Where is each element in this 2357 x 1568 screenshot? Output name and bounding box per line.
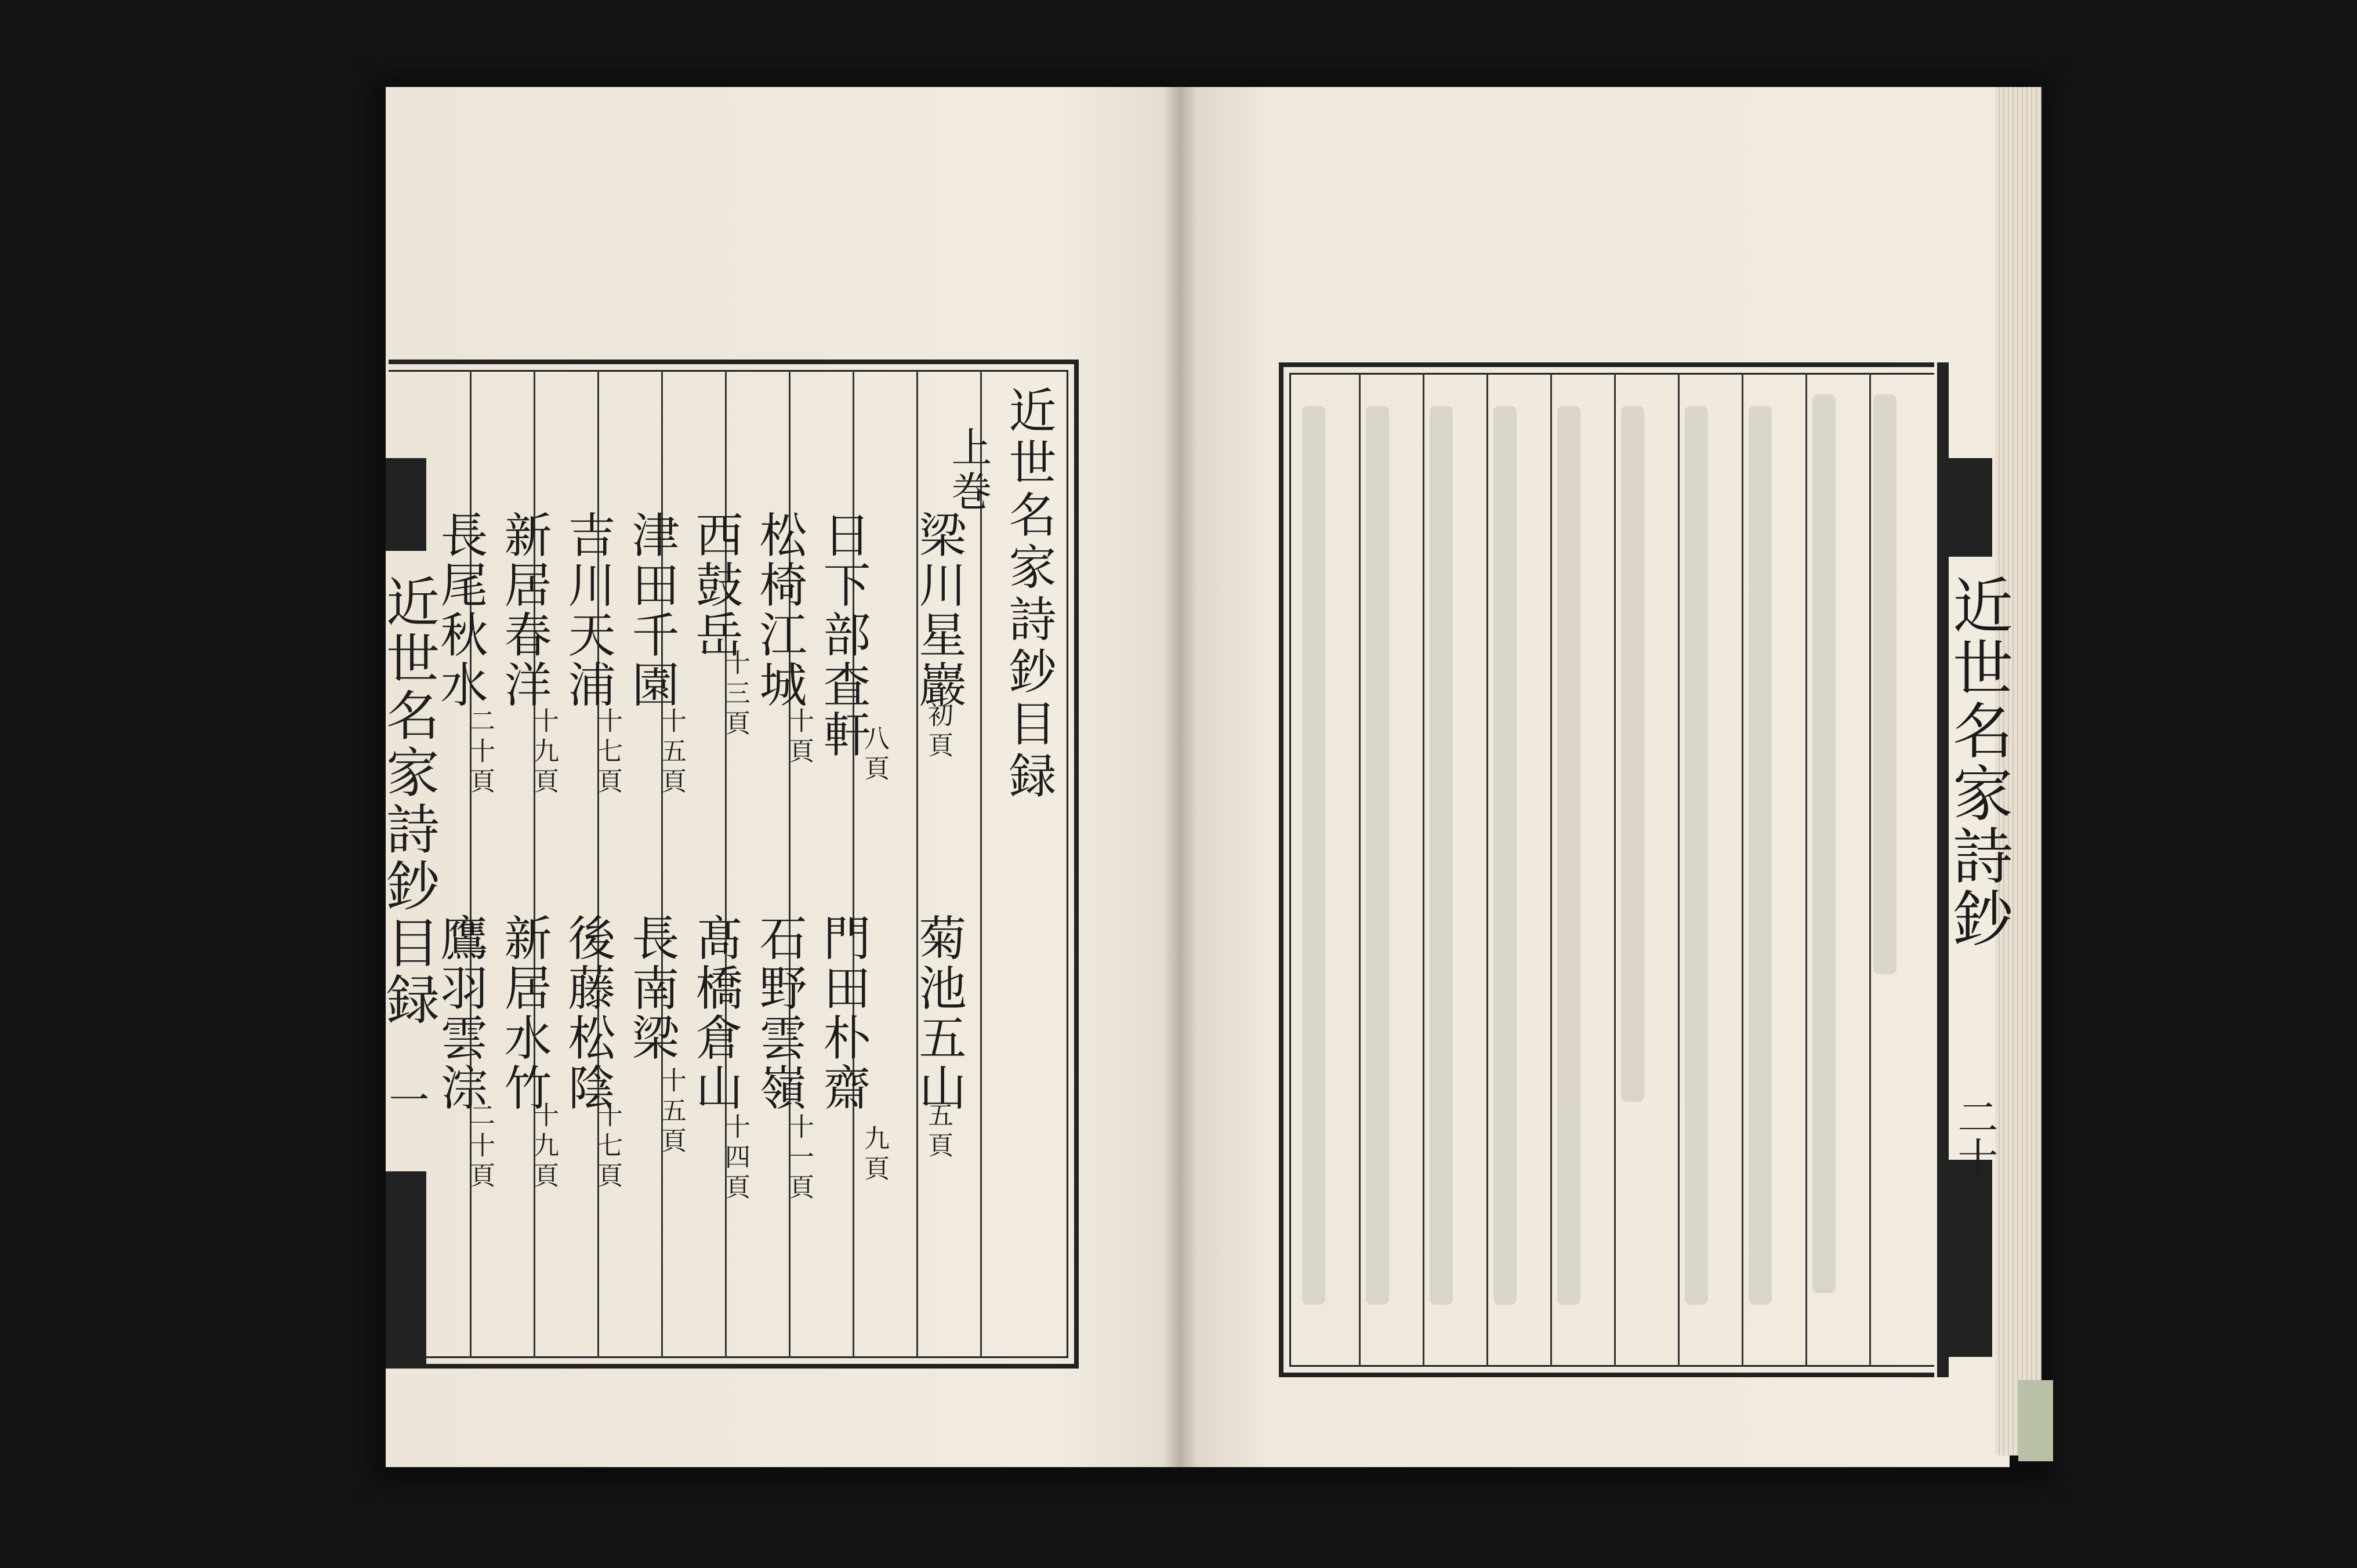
toc-entry-name: 新居春洋 xyxy=(496,510,552,710)
column-divider xyxy=(1869,373,1871,1367)
toc-entry-name: 新居水竹 xyxy=(496,913,552,1113)
toc-entry-page: 十一頁 xyxy=(784,1113,814,1204)
blank-frame-inner-border xyxy=(1289,373,1934,1367)
spine-page-number: 一 xyxy=(382,1079,430,1119)
fold-fish-tail-top xyxy=(1940,458,1992,557)
toc-entry-name: 菊池五山 xyxy=(911,913,966,1113)
toc-entry-name: 吉川天浦 xyxy=(560,510,615,710)
toc-entry-page: 十頁 xyxy=(784,707,814,768)
column-divider xyxy=(1678,373,1680,1367)
book-gutter xyxy=(1163,87,1198,1467)
toc-volume-label: 上巻 xyxy=(945,426,992,514)
column-divider xyxy=(1805,373,1807,1367)
page-edge-tab xyxy=(2018,1380,2053,1461)
toc-entry-page: 初頁 xyxy=(923,702,953,762)
toc-entry-page: 二十頁 xyxy=(465,707,495,798)
toc-entry-page: 十七頁 xyxy=(593,1102,622,1192)
toc-entry-page: 十七頁 xyxy=(593,707,622,798)
toc-entry-page: 十九頁 xyxy=(529,1102,559,1192)
toc-entry-name: 門田朴齋 xyxy=(815,913,871,1113)
toc-entry-page: 十五頁 xyxy=(657,1067,686,1157)
toc-entry-page: 九頁 xyxy=(860,1125,889,1185)
toc-entry-page: 八頁 xyxy=(860,725,889,785)
toc-entry-name: 津田千園 xyxy=(624,510,679,710)
toc-entry-page: 十三頁 xyxy=(720,649,750,740)
column-divider xyxy=(980,370,982,1358)
column-divider xyxy=(1742,373,1743,1367)
spine-title: 近世名家詩鈔 xyxy=(1942,574,2013,950)
fold-fish-tail-bottom xyxy=(1940,1160,1992,1357)
column-divider xyxy=(1614,373,1616,1367)
spine-title: 近世名家詩鈔目録 xyxy=(378,574,440,1029)
fold-fish-tail-bottom xyxy=(386,1171,426,1369)
column-divider xyxy=(1359,373,1361,1367)
toc-entry-name: 西鼓岳 xyxy=(688,510,743,660)
toc-entry-name: 石野雲嶺 xyxy=(752,913,807,1113)
toc-entry-page: 十四頁 xyxy=(720,1113,750,1204)
blank-ruled-frame xyxy=(1279,362,1934,1377)
column-divider xyxy=(1486,373,1488,1367)
toc-entry-name: 松椅江城 xyxy=(752,510,807,710)
toc-entry-name: 後藤松陰 xyxy=(560,913,615,1113)
toc-entry-name: 梁川星巖 xyxy=(911,510,966,710)
toc-entry-page: 二十頁 xyxy=(465,1102,495,1192)
toc-entry-page: 五頁 xyxy=(923,1102,953,1162)
toc-entry-name: 髙橋倉山 xyxy=(688,913,743,1113)
column-divider xyxy=(1423,373,1424,1367)
toc-entry-name: 長南梁 xyxy=(624,913,679,1063)
toc-title: 近世名家詩鈔目録 xyxy=(1001,386,1056,803)
toc-entry-name: 日下部査軒 xyxy=(815,510,871,760)
toc-entry-page: 十九頁 xyxy=(529,707,559,798)
column-divider xyxy=(1550,373,1552,1367)
toc-entry-page: 十五頁 xyxy=(657,707,686,798)
toc-entry-name: 鷹羽雲淙 xyxy=(433,913,488,1113)
toc-entry-name: 長尾秋水 xyxy=(433,510,488,710)
spine-page-number: 二十 xyxy=(1951,1096,1999,1177)
fold-fish-tail-top xyxy=(386,458,426,551)
